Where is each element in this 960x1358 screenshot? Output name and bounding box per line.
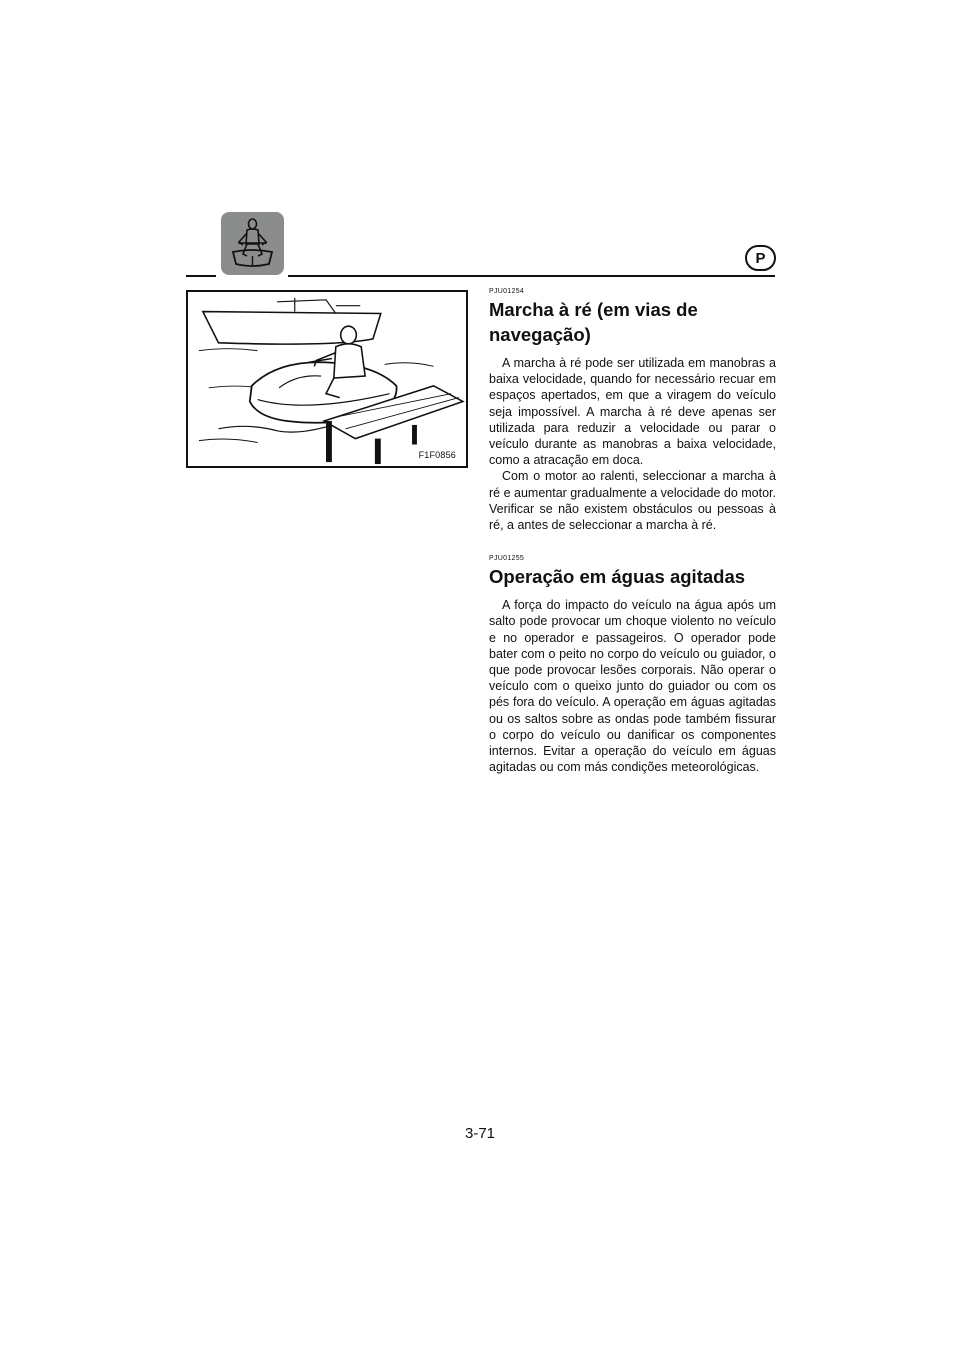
paragraph: A marcha à ré pode ser utilizada em manobras a baixa velocidade, quando for necessário recuar em espaços apertados, em que a viragem do veículo seja impossível. A marcha à ré deve apenas ser utilizada para reduzir a velocidade ou parar o veículo durante as manobras a baixa velocidade, como a atracação em doca.	[489, 356, 776, 468]
page-number: 3-71	[464, 1125, 496, 1142]
watercraft-reversing-illustration	[186, 290, 468, 468]
header-rule-right	[288, 275, 775, 277]
language-badge: P	[745, 245, 776, 271]
figure-code: F1F0856	[418, 450, 456, 460]
section-code: PJU01255	[489, 555, 525, 563]
section-title: Marcha à ré (em vias de navegação)	[489, 299, 698, 345]
jet-ski-rider-icon	[221, 212, 284, 275]
paragraph: A força do impacto do veículo na água após um salto pode provocar um choque violento no veículo e no operador e passageiros. O operador pode bater com o peito no corpo do veículo ou guiador, o que pode provocar lesões corporais. Não operar o veículo com o queixo junto do guiador ou com os pés fora do veículo. A operação em águas agitadas ou os saltos sobre as ondas pode também fissurar o corpo do veículo ou danificar os componentes internos. Evitar a operação do veículo em águas agitadas ou com más condições meteorológicas.	[489, 598, 776, 775]
paragraph: Com o motor ao ralenti, seleccionar a marcha à ré e aumentar gradualmente a velocidade do motor. Verificar se não existem obstáculos ou pessoas à ré, a antes de seleccionar a marcha à ré.	[489, 469, 776, 533]
section-code: PJU01254	[489, 288, 525, 295]
section-title: Operação em águas agitadas	[489, 566, 746, 588]
header-rule-left	[186, 275, 216, 277]
main-column	[489, 288, 776, 775]
